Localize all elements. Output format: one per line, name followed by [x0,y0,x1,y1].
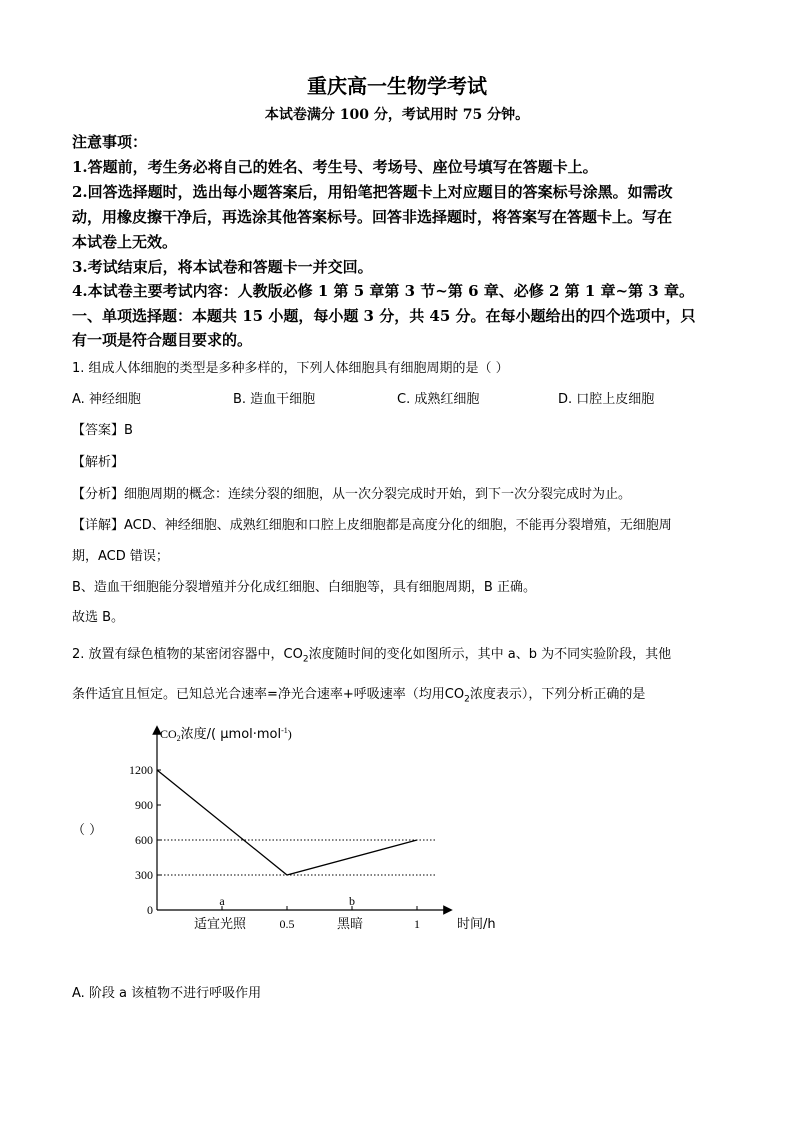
q1-option-c: C. 成熟红细胞 [397,392,480,407]
y-label-sub: 2 [176,734,181,743]
stage-labels [194,894,363,932]
q1-detail-line-2: 期，ACD 错误； [72,549,169,564]
y-tick-label: 300 [135,868,153,882]
q1-stem: 1. 组成人体细胞的类型是多种多样的，下列人体细胞具有细胞周期的是（ ） [72,361,509,376]
q2-stem-2b: 浓度表示），下列分析正确的是 [469,687,646,702]
x-tick-label: 0.5 [279,917,295,931]
note-line-5: 3.考试结束后，将本试卷和答题卡一并交回。 [72,258,373,276]
q2-stem-line-2 [72,683,645,705]
q2-stem-line-1 [72,643,671,665]
q1-analysis-label: 【解析】 [72,455,125,470]
q1-conclusion: 故选 B。 [72,610,125,625]
y-ticks [129,763,161,917]
note-line-6: 4.本试卷主要考试内容：人教版必修 1 第 5 章第 3 节~第 6 章、必修 2 第 1 章~第 3 章。 [72,282,694,300]
q2-co2-formula-2 [444,687,470,705]
q2-answer-paren: （ ） [72,823,103,838]
co2-subscript-2: 2 [464,694,470,705]
co2-subscript: 2 [302,654,309,665]
q1-detail-line-3: B、造血干细胞能分裂增殖并分化成红细胞、白细胞等，具有细胞周期，B 正确。 [72,580,536,595]
y-tick-label: 900 [135,798,153,812]
q1-option-b: B. 造血干细胞 [233,392,316,407]
y-axis-label [160,726,292,743]
x-tick-label: 1 [414,917,420,931]
stage-name: 黑暗 [336,917,364,932]
section-heading-line-2: 有一项是符合题目要求的。 [72,331,253,349]
q2-option-a: A. 阶段 a 该植物不进行呼吸作用 [72,986,262,1001]
y-tick-label: 600 [135,833,153,847]
q2-stem-1b: 浓度随时间的变化如图所示，其中 a、b 为不同实验阶段，其他 [308,647,672,662]
page-subtitle: 本试卷满分 100 分，考试用时 75 分钟。 [264,107,530,123]
x-axis-label: 时间/h [457,917,496,932]
co2-chart [120,718,520,938]
y-tick-label: 1200 [129,763,153,777]
note-line-1: 1.答题前，考生务必将自己的姓名、考生号、考场号、座位号填写在答题卡上。 [72,158,598,176]
q1-option-d: D. 口腔上皮细胞 [558,392,655,407]
q1-answer: 【答案】B [72,423,133,438]
stage-letter: b [349,894,355,908]
y-label-sup: -1 [281,726,288,735]
co2-text-2: CO [444,687,465,702]
q2-stem-2a: 条件适宜且恒定。已知总光合速率=净光合速率+呼吸速率（均用 [72,687,445,702]
y-label-co2: CO [160,727,177,741]
q2-co2-formula [283,647,309,665]
co2-text: CO [283,647,303,662]
section-heading-line-1: 一、单项选择题：本题共 15 小题，每小题 3 分，共 45 分。在每小题给出的四个选项中，只 [72,307,696,325]
y-label-close: ) [287,727,292,741]
page-title: 重庆高一生物学考试 [307,74,487,98]
notes-heading: 注意事项： [72,133,148,151]
q2-stem-1a: 2. 放置有绿色植物的某密闭容器中， [72,647,284,662]
q1-detail-line-1: 【详解】ACD、神经细胞、成熟红细胞和口腔上皮细胞都是高度分化的细胞，不能再分裂增殖，无细胞周 [72,518,672,533]
note-line-3: 动，用橡皮擦干净后，再选涂其他答案标号。回答非选择题时，将答案写在答题卡上。写在 [72,208,673,226]
y-label-unit: 浓度/( μmol·mol [180,727,282,742]
note-line-2: 2.回答选择题时，选出每小题答案后，用铅笔把答题卡上对应题目的答案标号涂黑。如需改 [72,183,673,201]
co2-series-line [157,770,417,875]
q1-option-a: A. 神经细胞 [72,392,141,407]
note-line-4: 本试卷上无效。 [72,233,178,251]
co2-chart-svg [120,718,520,938]
q1-analysis-fenxi: 【分析】细胞周期的概念：连续分裂的细胞，从一次分裂完成时开始，到下一次分裂完成时为止。 [72,487,632,502]
stage-letter: a [219,894,225,908]
y-tick-label: 0 [147,903,153,917]
stage-name: 适宜光照 [193,917,247,932]
